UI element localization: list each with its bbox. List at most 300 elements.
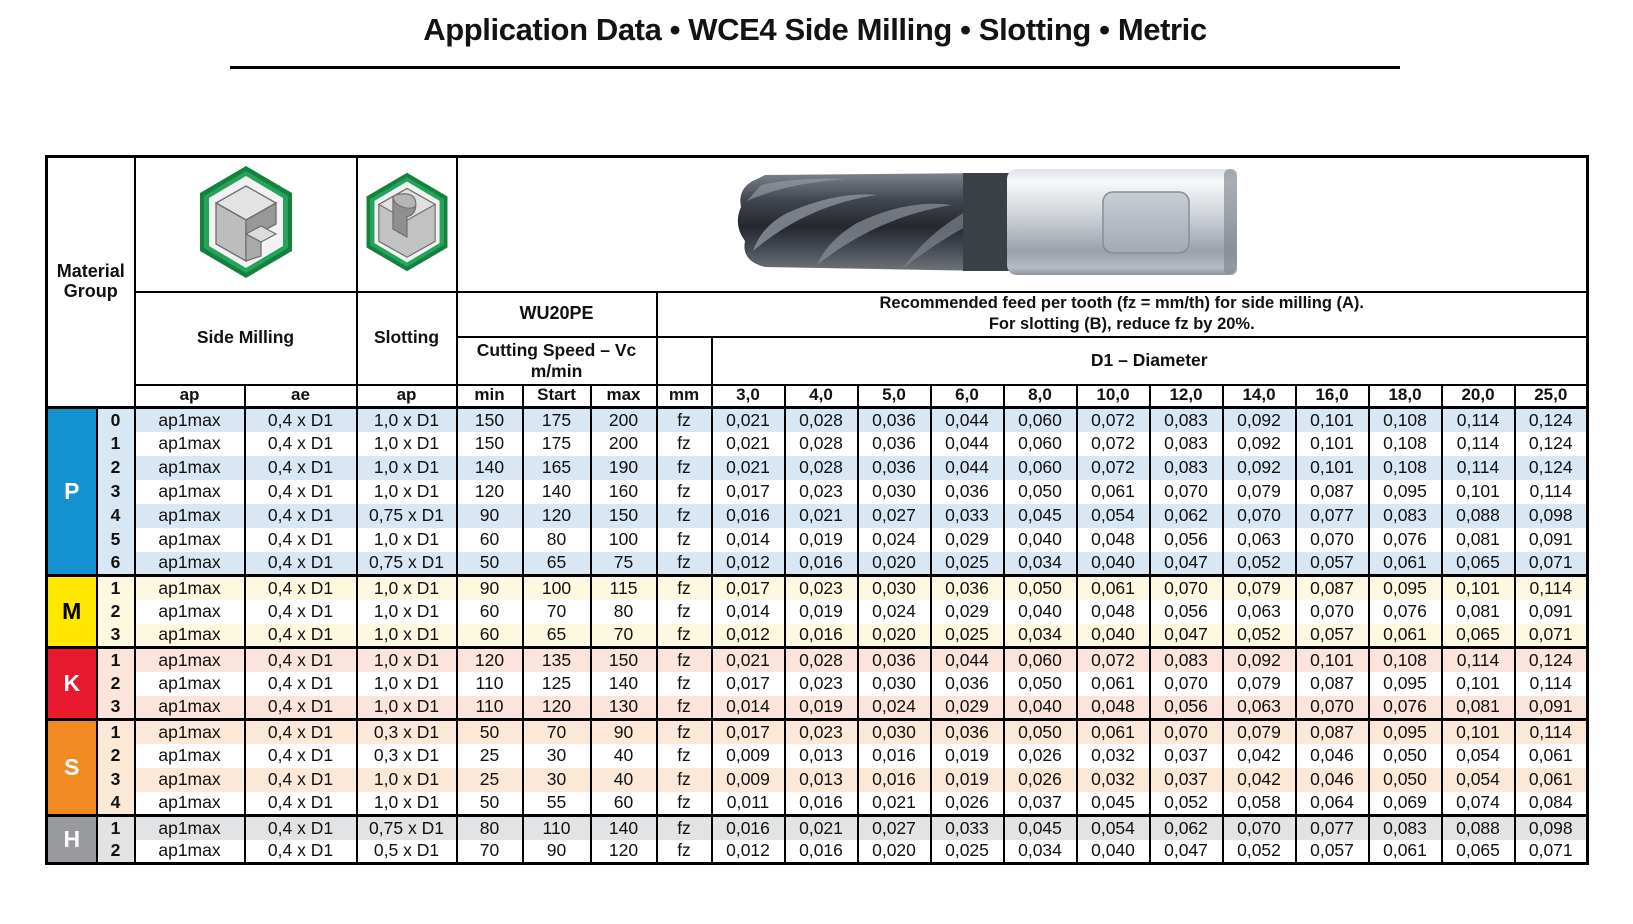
- diameter-header: 5,0: [858, 385, 931, 408]
- fz-value: 0,020: [858, 624, 931, 648]
- vc-min-value: 90: [457, 576, 523, 600]
- unit-value: fz: [657, 792, 712, 816]
- ae-value: 0,4 x D1: [245, 720, 357, 744]
- fz-value: 0,077: [1296, 816, 1369, 840]
- fz-value: 0,124: [1515, 456, 1588, 480]
- fz-value: 0,056: [1150, 696, 1223, 720]
- unit-value: fz: [657, 552, 712, 576]
- fz-value: 0,029: [931, 528, 1004, 552]
- fz-value: 0,095: [1369, 720, 1442, 744]
- ae-value: 0,4 x D1: [245, 480, 357, 504]
- fz-value: 0,101: [1442, 672, 1515, 696]
- fz-value: 0,108: [1369, 408, 1442, 432]
- vc-min-value: 110: [457, 672, 523, 696]
- row-number: 3: [97, 696, 135, 720]
- row-number: 0: [97, 408, 135, 432]
- ae-value: 0,4 x D1: [245, 792, 357, 816]
- ap-value: ap1max: [135, 456, 245, 480]
- fz-value: 0,065: [1442, 552, 1515, 576]
- cutting-speed-unit: m/min: [530, 360, 583, 381]
- fz-value: 0,072: [1077, 432, 1150, 456]
- vc-start-value: 65: [523, 552, 591, 576]
- fz-value: 0,114: [1442, 456, 1515, 480]
- fz-value: 0,101: [1442, 480, 1515, 504]
- row-number: 2: [97, 744, 135, 768]
- end-mill-photo: [727, 165, 1247, 283]
- cutting-speed-label: Cutting Speed – Vc: [476, 339, 637, 360]
- ae-value: 0,4 x D1: [245, 600, 357, 624]
- fz-value: 0,050: [1004, 480, 1077, 504]
- fz-value: 0,061: [1369, 552, 1442, 576]
- vc-min-value: 150: [457, 432, 523, 456]
- fz-value: 0,083: [1150, 432, 1223, 456]
- fz-value: 0,056: [1150, 528, 1223, 552]
- fz-value: 0,016: [785, 624, 858, 648]
- fz-value: 0,014: [712, 528, 785, 552]
- col-header-ae-side: ae: [245, 385, 357, 408]
- vc-max-value: 60: [591, 792, 657, 816]
- unit-value: fz: [657, 696, 712, 720]
- fz-value: 0,083: [1369, 816, 1442, 840]
- fz-value: 0,070: [1150, 720, 1223, 744]
- vc-start-value: 175: [523, 408, 591, 432]
- fz-value: 0,037: [1004, 792, 1077, 816]
- fz-value: 0,046: [1296, 744, 1369, 768]
- vc-start-value: 120: [523, 696, 591, 720]
- fz-value: 0,017: [712, 576, 785, 600]
- fz-value: 0,063: [1223, 528, 1296, 552]
- fz-value: 0,071: [1515, 840, 1588, 864]
- fz-value: 0,095: [1369, 576, 1442, 600]
- vc-max-value: 80: [591, 600, 657, 624]
- diameter-header: 16,0: [1296, 385, 1369, 408]
- fz-value: 0,017: [712, 672, 785, 696]
- table-row: [47, 528, 1588, 552]
- fz-value: 0,063: [1223, 696, 1296, 720]
- fz-value: 0,028: [785, 432, 858, 456]
- fz-value: 0,114: [1515, 576, 1588, 600]
- fz-value: 0,091: [1515, 528, 1588, 552]
- fz-value: 0,014: [712, 696, 785, 720]
- table-row: [47, 624, 1588, 648]
- ap-value: ap1max: [135, 840, 245, 864]
- fz-value: 0,101: [1296, 432, 1369, 456]
- unit-value: fz: [657, 480, 712, 504]
- fz-value: 0,070: [1296, 696, 1369, 720]
- fz-value: 0,087: [1296, 480, 1369, 504]
- row-number: 1: [97, 816, 135, 840]
- side-milling-label: Side Milling: [135, 292, 357, 385]
- fz-value: 0,023: [785, 480, 858, 504]
- table-row: [47, 552, 1588, 576]
- fz-value: 0,057: [1296, 624, 1369, 648]
- unit-value: fz: [657, 576, 712, 600]
- fz-value: 0,013: [785, 744, 858, 768]
- fz-value: 0,081: [1442, 528, 1515, 552]
- vc-start-value: 65: [523, 624, 591, 648]
- table-row: [47, 792, 1588, 816]
- fz-value: 0,092: [1223, 648, 1296, 672]
- fz-value: 0,036: [858, 408, 931, 432]
- fz-value: 0,061: [1077, 720, 1150, 744]
- ae-value: 0,4 x D1: [245, 816, 357, 840]
- row-number: 5: [97, 528, 135, 552]
- fz-value: 0,072: [1077, 648, 1150, 672]
- col-header-vc-min: min: [457, 385, 523, 408]
- fz-value: 0,061: [1369, 624, 1442, 648]
- ap-value: ap1max: [135, 696, 245, 720]
- fz-value: 0,079: [1223, 576, 1296, 600]
- fz-value: 0,095: [1369, 480, 1442, 504]
- unit-value: fz: [657, 624, 712, 648]
- unit-value: fz: [657, 432, 712, 456]
- diameter-header: 12,0: [1150, 385, 1223, 408]
- fz-value: 0,124: [1515, 648, 1588, 672]
- fz-value: 0,021: [712, 456, 785, 480]
- fz-value: 0,024: [858, 600, 931, 624]
- vc-start-value: 90: [523, 840, 591, 864]
- fz-value: 0,027: [858, 504, 931, 528]
- fz-value: 0,070: [1296, 528, 1369, 552]
- fz-value: 0,091: [1515, 696, 1588, 720]
- vc-start-value: 100: [523, 576, 591, 600]
- slot-ap-value: 1,0 x D1: [357, 600, 457, 624]
- fz-value: 0,036: [931, 576, 1004, 600]
- fz-value: 0,033: [931, 504, 1004, 528]
- fz-value: 0,048: [1077, 528, 1150, 552]
- fz-value: 0,016: [858, 744, 931, 768]
- ap-value: ap1max: [135, 576, 245, 600]
- fz-value: 0,108: [1369, 456, 1442, 480]
- fz-value: 0,044: [931, 456, 1004, 480]
- diameter-header: 4,0: [785, 385, 858, 408]
- vc-min-value: 90: [457, 504, 523, 528]
- ae-value: 0,4 x D1: [245, 696, 357, 720]
- fz-value: 0,079: [1223, 672, 1296, 696]
- fz-value: 0,032: [1077, 744, 1150, 768]
- ae-value: 0,4 x D1: [245, 456, 357, 480]
- fz-value: 0,050: [1004, 576, 1077, 600]
- fz-value: 0,024: [858, 528, 931, 552]
- diameter-header: 10,0: [1077, 385, 1150, 408]
- slot-ap-value: 1,0 x D1: [357, 624, 457, 648]
- fz-value: 0,057: [1296, 840, 1369, 864]
- fz-value: 0,063: [1223, 600, 1296, 624]
- fz-value: 0,065: [1442, 840, 1515, 864]
- ae-value: 0,4 x D1: [245, 504, 357, 528]
- vc-min-value: 120: [457, 480, 523, 504]
- ae-value: 0,4 x D1: [245, 768, 357, 792]
- table-row: [47, 720, 1588, 744]
- fz-value: 0,084: [1515, 792, 1588, 816]
- fz-value: 0,040: [1077, 840, 1150, 864]
- side-milling-icon-cell: [135, 157, 357, 292]
- vc-start-value: 165: [523, 456, 591, 480]
- fz-value: 0,060: [1004, 456, 1077, 480]
- fz-value: 0,081: [1442, 696, 1515, 720]
- fz-value: 0,028: [785, 408, 858, 432]
- vc-max-value: 200: [591, 432, 657, 456]
- vc-min-value: 50: [457, 552, 523, 576]
- ap-value: ap1max: [135, 768, 245, 792]
- tool-photo-cell: [457, 157, 1588, 292]
- fz-value: 0,054: [1442, 744, 1515, 768]
- fz-value: 0,050: [1004, 672, 1077, 696]
- fz-value: 0,114: [1515, 720, 1588, 744]
- fz-value: 0,020: [858, 840, 931, 864]
- fz-value: 0,044: [931, 648, 1004, 672]
- fz-value: 0,024: [858, 696, 931, 720]
- title-divider: [230, 66, 1400, 69]
- vc-start-value: 30: [523, 768, 591, 792]
- fz-value: 0,036: [931, 720, 1004, 744]
- diameter-header: 6,0: [931, 385, 1004, 408]
- vc-min-value: 150: [457, 408, 523, 432]
- ae-value: 0,4 x D1: [245, 648, 357, 672]
- row-number: 2: [97, 840, 135, 864]
- table-row: [47, 408, 1588, 432]
- fz-value: 0,108: [1369, 432, 1442, 456]
- diameter-header: 18,0: [1369, 385, 1442, 408]
- vc-min-value: 50: [457, 792, 523, 816]
- unit-value: fz: [657, 528, 712, 552]
- fz-value: 0,060: [1004, 432, 1077, 456]
- slotting-icon: [363, 258, 451, 278]
- unit-value: fz: [657, 408, 712, 432]
- material-group-badge-H: H: [47, 816, 97, 864]
- fz-value: 0,069: [1369, 792, 1442, 816]
- row-number: 1: [97, 576, 135, 600]
- vc-max-value: 115: [591, 576, 657, 600]
- unit-value: fz: [657, 600, 712, 624]
- fz-value: 0,083: [1369, 504, 1442, 528]
- slot-ap-value: 1,0 x D1: [357, 456, 457, 480]
- fz-value: 0,047: [1150, 840, 1223, 864]
- fz-value: 0,070: [1296, 600, 1369, 624]
- fz-value: 0,052: [1223, 840, 1296, 864]
- fz-value: 0,061: [1515, 768, 1588, 792]
- sub-header-row: [47, 385, 1588, 408]
- fz-value: 0,021: [712, 408, 785, 432]
- fz-value: 0,098: [1515, 816, 1588, 840]
- slot-ap-value: 0,3 x D1: [357, 744, 457, 768]
- row-number: 1: [97, 720, 135, 744]
- col-header-vc-max: max: [591, 385, 657, 408]
- fz-value: 0,072: [1077, 456, 1150, 480]
- fz-value: 0,044: [931, 408, 1004, 432]
- fz-value: 0,050: [1369, 768, 1442, 792]
- material-group-header: Material Group: [47, 157, 135, 408]
- vc-max-value: 140: [591, 816, 657, 840]
- slot-ap-value: 1,0 x D1: [357, 408, 457, 432]
- ap-value: ap1max: [135, 480, 245, 504]
- fz-value: 0,114: [1442, 408, 1515, 432]
- vc-start-value: 175: [523, 432, 591, 456]
- fz-value: 0,061: [1515, 744, 1588, 768]
- cutting-speed-header: [457, 337, 657, 385]
- fz-value: 0,070: [1150, 480, 1223, 504]
- fz-value: 0,016: [858, 768, 931, 792]
- fz-value: 0,009: [712, 744, 785, 768]
- fz-value: 0,052: [1150, 792, 1223, 816]
- fz-value: 0,045: [1077, 792, 1150, 816]
- diameter-header: 20,0: [1442, 385, 1515, 408]
- fz-value: 0,011: [712, 792, 785, 816]
- fz-value: 0,088: [1442, 816, 1515, 840]
- row-number: 3: [97, 480, 135, 504]
- application-data-table: [45, 155, 1589, 865]
- fz-value: 0,092: [1223, 408, 1296, 432]
- col-header-vc-start: Start: [523, 385, 591, 408]
- fz-value: 0,092: [1223, 432, 1296, 456]
- table-row: [47, 696, 1588, 720]
- fz-value: 0,064: [1296, 792, 1369, 816]
- ap-value: ap1max: [135, 816, 245, 840]
- row-number: 4: [97, 792, 135, 816]
- fz-value: 0,124: [1515, 408, 1588, 432]
- fz-value: 0,013: [785, 768, 858, 792]
- fz-value: 0,017: [712, 720, 785, 744]
- unit-value: fz: [657, 456, 712, 480]
- slot-ap-value: 1,0 x D1: [357, 648, 457, 672]
- fz-value: 0,070: [1150, 672, 1223, 696]
- unit-value: fz: [657, 672, 712, 696]
- fz-value: 0,072: [1077, 408, 1150, 432]
- fz-value: 0,036: [931, 672, 1004, 696]
- fz-value: 0,034: [1004, 552, 1077, 576]
- fz-value: 0,060: [1004, 408, 1077, 432]
- vc-start-value: 120: [523, 504, 591, 528]
- ap-value: ap1max: [135, 672, 245, 696]
- fz-value: 0,070: [1150, 576, 1223, 600]
- fz-value: 0,054: [1442, 768, 1515, 792]
- fz-value: 0,017: [712, 480, 785, 504]
- fz-value: 0,083: [1150, 456, 1223, 480]
- vc-min-value: 140: [457, 456, 523, 480]
- fz-value: 0,095: [1369, 672, 1442, 696]
- vc-start-value: 135: [523, 648, 591, 672]
- fz-value: 0,025: [931, 552, 1004, 576]
- ap-value: ap1max: [135, 528, 245, 552]
- material-group-badge-K: K: [47, 648, 97, 720]
- fz-value: 0,054: [1077, 504, 1150, 528]
- fz-value: 0,074: [1442, 792, 1515, 816]
- fz-value: 0,091: [1515, 600, 1588, 624]
- fz-value: 0,021: [712, 432, 785, 456]
- ap-value: ap1max: [135, 720, 245, 744]
- table-body: [47, 408, 1588, 864]
- ap-value: ap1max: [135, 744, 245, 768]
- fz-value: 0,087: [1296, 720, 1369, 744]
- page-header: [230, 12, 1400, 48]
- fz-value: 0,092: [1223, 456, 1296, 480]
- fz-value: 0,019: [785, 600, 858, 624]
- fz-value: 0,052: [1223, 624, 1296, 648]
- table-row: [47, 600, 1588, 624]
- vc-min-value: 120: [457, 648, 523, 672]
- slot-ap-value: 1,0 x D1: [357, 672, 457, 696]
- fz-value: 0,032: [1077, 768, 1150, 792]
- ae-value: 0,4 x D1: [245, 432, 357, 456]
- ae-value: 0,4 x D1: [245, 624, 357, 648]
- fz-value: 0,054: [1077, 816, 1150, 840]
- fz-value: 0,025: [931, 624, 1004, 648]
- table-row: [47, 816, 1588, 840]
- fz-value: 0,036: [931, 480, 1004, 504]
- vc-max-value: 190: [591, 456, 657, 480]
- slot-ap-value: 1,0 x D1: [357, 576, 457, 600]
- slot-ap-value: 0,3 x D1: [357, 720, 457, 744]
- ae-value: 0,4 x D1: [245, 744, 357, 768]
- ap-value: ap1max: [135, 408, 245, 432]
- fz-value: 0,083: [1150, 408, 1223, 432]
- fz-value: 0,077: [1296, 504, 1369, 528]
- vc-max-value: 70: [591, 624, 657, 648]
- fz-value: 0,083: [1150, 648, 1223, 672]
- vc-max-value: 90: [591, 720, 657, 744]
- col-header-ap-side: ap: [135, 385, 245, 408]
- slot-ap-value: 1,0 x D1: [357, 696, 457, 720]
- vc-start-value: 55: [523, 792, 591, 816]
- vc-start-value: 140: [523, 480, 591, 504]
- vc-max-value: 120: [591, 840, 657, 864]
- vc-min-value: 60: [457, 528, 523, 552]
- slot-ap-value: 0,75 x D1: [357, 504, 457, 528]
- table-row: [47, 840, 1588, 864]
- vc-start-value: 80: [523, 528, 591, 552]
- fz-value: 0,098: [1515, 504, 1588, 528]
- slot-ap-value: 1,0 x D1: [357, 768, 457, 792]
- fz-value: 0,016: [785, 792, 858, 816]
- slot-ap-value: 1,0 x D1: [357, 792, 457, 816]
- fz-value: 0,030: [858, 720, 931, 744]
- vc-min-value: 80: [457, 816, 523, 840]
- diameter-header: 3,0: [712, 385, 785, 408]
- vc-max-value: 130: [591, 696, 657, 720]
- fz-value: 0,070: [1223, 504, 1296, 528]
- vc-max-value: 160: [591, 480, 657, 504]
- vc-min-value: 110: [457, 696, 523, 720]
- unit-value: fz: [657, 816, 712, 840]
- feed-note: [657, 292, 1588, 337]
- vc-min-value: 60: [457, 600, 523, 624]
- vc-max-value: 40: [591, 744, 657, 768]
- fz-value: 0,052: [1223, 552, 1296, 576]
- page-title: Application Data • WCE4 Side Milling • Slotting • Metric: [423, 12, 1207, 47]
- fz-value: 0,040: [1004, 528, 1077, 552]
- fz-value: 0,030: [858, 672, 931, 696]
- fz-value: 0,026: [931, 792, 1004, 816]
- fz-value: 0,029: [931, 696, 1004, 720]
- fz-value: 0,026: [1004, 768, 1077, 792]
- col-header-unit: mm: [657, 385, 712, 408]
- ap-value: ap1max: [135, 792, 245, 816]
- fz-value: 0,040: [1077, 552, 1150, 576]
- table-row: [47, 504, 1588, 528]
- fz-value: 0,040: [1004, 696, 1077, 720]
- row-number: 4: [97, 504, 135, 528]
- feed-note-line2: For slotting (B), reduce fz by 20%.: [988, 315, 1255, 333]
- fz-value: 0,030: [858, 576, 931, 600]
- fz-value: 0,058: [1223, 792, 1296, 816]
- fz-value: 0,070: [1223, 816, 1296, 840]
- diameter-header: 8,0: [1004, 385, 1077, 408]
- fz-value: 0,087: [1296, 576, 1369, 600]
- fz-value: 0,081: [1442, 600, 1515, 624]
- fz-value: 0,023: [785, 720, 858, 744]
- fz-value: 0,042: [1223, 768, 1296, 792]
- fz-value: 0,065: [1442, 624, 1515, 648]
